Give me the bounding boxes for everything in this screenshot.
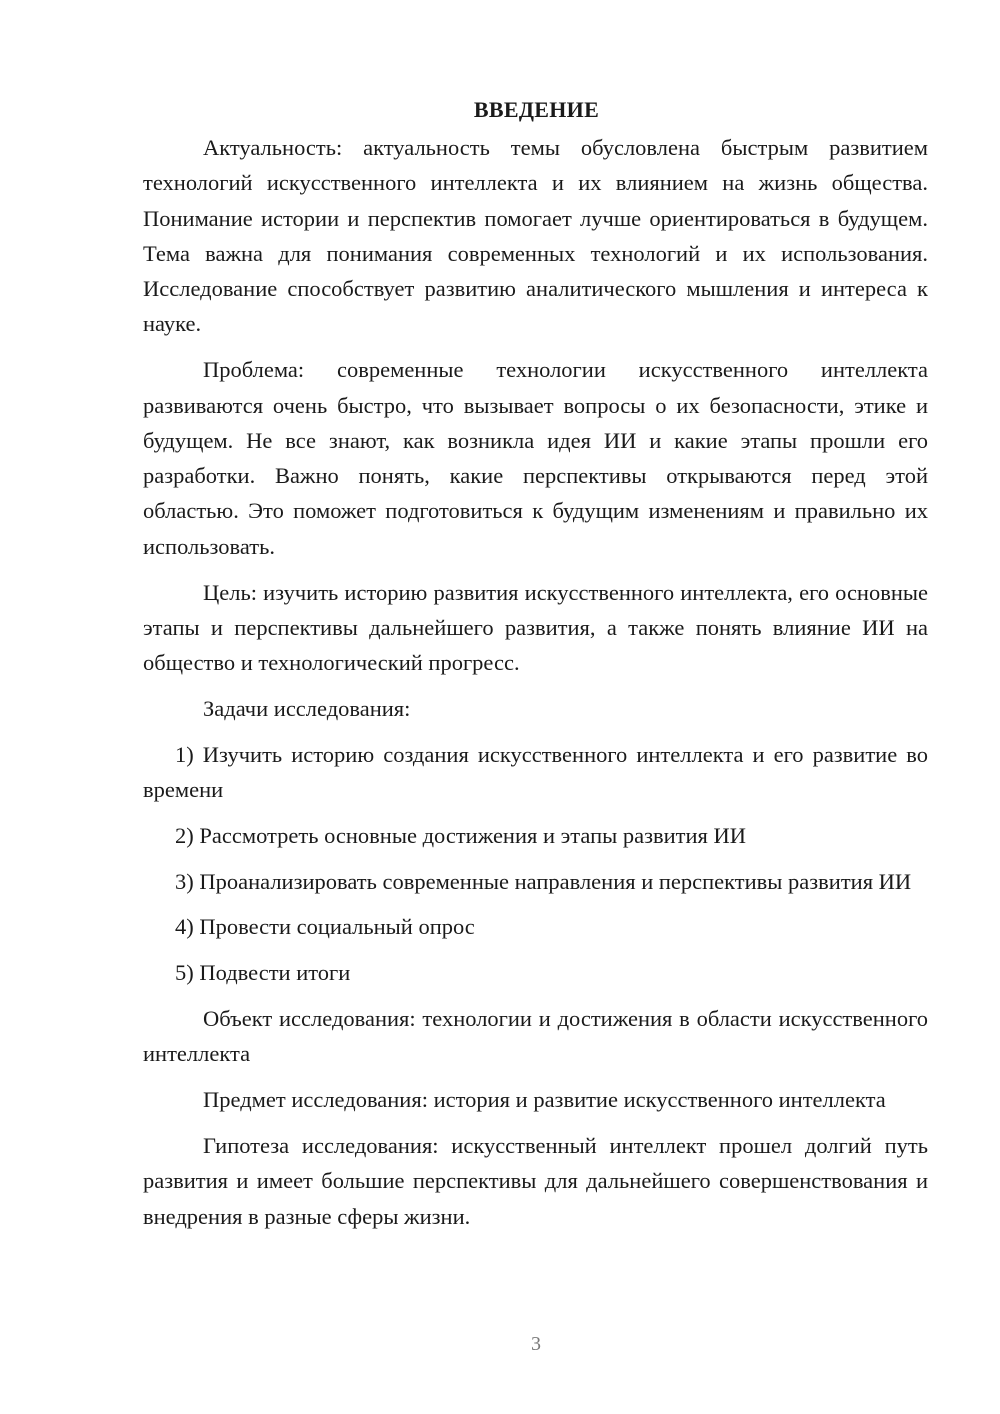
page-body: [143, 94, 928, 1244]
task-item: 4) Провести социальный опрос: [175, 914, 475, 940]
hypothesis-paragraph: Гипотеза исследования: искусственный интеллект прошел долгий путь развития и имеет большие перспективы для дальнейшего совершенствования и внедрения в разные сферы жизни.: [143, 1132, 928, 1229]
task-item: 5) Подвести итоги: [175, 960, 351, 986]
subject-paragraph: Предмет исследования: история и развитие искусственного интеллекта: [203, 1087, 886, 1113]
task-item: 3) Проанализировать современные направления и перспективы развития ИИ: [175, 868, 912, 894]
task-item: 2) Рассмотреть основные достижения и этапы развития ИИ: [175, 822, 747, 848]
goal-paragraph: Цель: изучить историю развития искусственного интеллекта, его основные этапы и перспективы дальнейшего развития, а также понять влияние ИИ на общество и технологический прогресс.: [143, 579, 928, 676]
problem-paragraph: Проблема: современные технологии искусственного интеллекта развиваются очень быстро, что вызывает вопросы о их безопасности, этике и будущем. Не все знают, как возникла идея ИИ и какие этапы прошли его разработки. Важно понять, какие перспективы открываются перед этой областью. Это поможет подготовиться к будущим изменениям и правильно их использовать.: [143, 357, 928, 559]
task-item: 1) Изучить историю создания искусственного интеллекта и его развитие во времени: [143, 741, 928, 803]
object-paragraph: Объект исследования: технологии и достижения в области искусственного интеллекта: [143, 1006, 928, 1067]
page-title: ВВЕДЕНИЕ: [473, 97, 600, 122]
relevance-paragraph: Актуальность: актуальность темы обусловлена быстрым развитием технологий искусственного интеллекта и их влиянием на жизнь общества. Понимание истории и перспектив помогает лучше ориентироваться в будущем. Тема важна для понимания современных технологий и их использования. Исследование способствует развитию аналитического мышления и интереса к науке.: [143, 135, 928, 337]
tasks-list: [143, 737, 928, 991]
tasks-heading: Задачи исследования:: [203, 695, 411, 721]
page-number: 3: [531, 1333, 541, 1355]
